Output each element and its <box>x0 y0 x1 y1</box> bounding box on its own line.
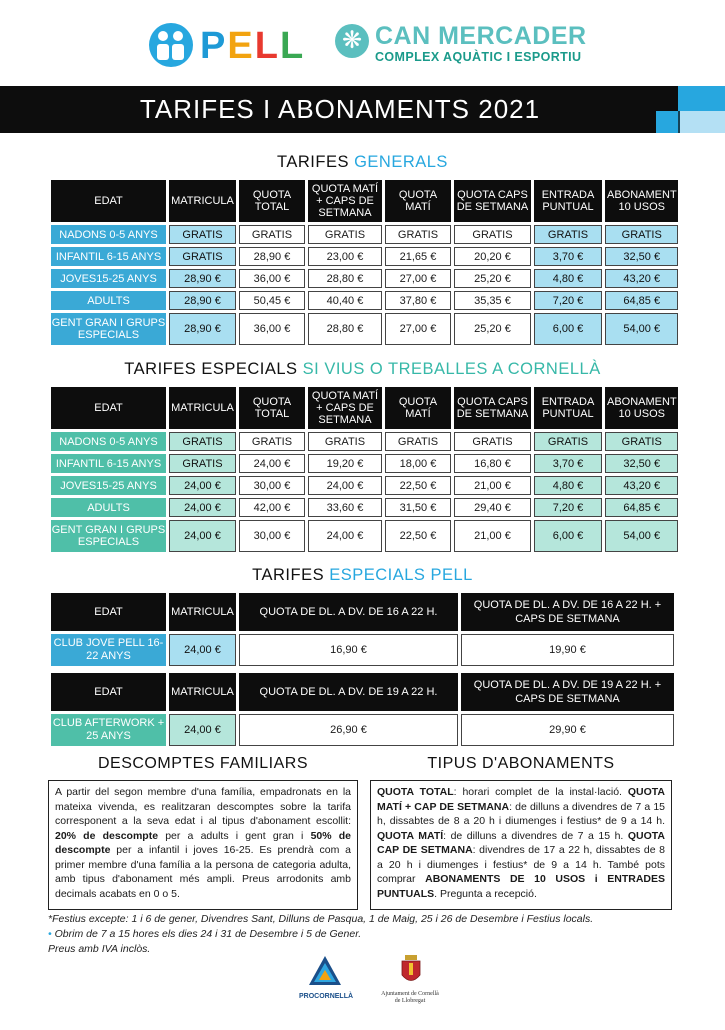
table-cell: 7,20 € <box>534 498 602 517</box>
title-prefix: TARIFES <box>277 153 349 171</box>
table-cell: GRATIS <box>605 432 678 451</box>
pell-logo-icon <box>148 22 194 68</box>
especials-table <box>48 384 681 555</box>
table-row <box>51 454 678 473</box>
section-title-generals <box>0 153 725 172</box>
table-cell: 36,00 € <box>239 313 305 345</box>
tipus-text: : de dilluns a divendres de 7 a 15 h. <box>443 829 628 842</box>
title-prefix: TARIFES <box>252 566 325 584</box>
descomptes-title: DESCOMPTES FAMILIARS <box>97 755 309 772</box>
table-cell: 28,90 € <box>239 247 305 266</box>
col-quota-16-22-caps: QUOTA DE DL. A DV. DE 16 A 22 H. + CAPS DE SETMANA <box>461 593 674 631</box>
table-row <box>51 634 674 666</box>
col-quota-mati-caps: QUOTA MATÍ + CAPS DE SETMANA <box>308 387 382 429</box>
col-quota-mati: QUOTA MATÍ <box>385 180 451 222</box>
table-cell: 28,90 € <box>169 291 236 310</box>
col-entrada-puntual: ENTRADA PUNTUAL <box>534 387 602 429</box>
table-cell: 28,90 € <box>169 269 236 288</box>
cell-quota: 26,90 € <box>239 714 458 746</box>
table-cell: GRATIS <box>534 225 602 244</box>
row-category: JOVES15-25 ANYS <box>51 476 166 495</box>
table-cell: 3,70 € <box>534 247 602 266</box>
note-iva: Preus amb IVA inclòs. <box>48 943 151 955</box>
table-cell: 20,20 € <box>454 247 531 266</box>
table-row <box>51 520 678 552</box>
table-cell: 6,00 € <box>534 520 602 552</box>
title-highlight: GENERALS <box>354 153 448 171</box>
col-quota-total: QUOTA TOTAL <box>239 387 305 429</box>
title-highlight: ESPECIALS PELL <box>329 566 473 584</box>
table-cell: GRATIS <box>169 247 236 266</box>
ajuntament-label <box>380 991 440 1005</box>
col-quota-19-22-caps: QUOTA DE DL. A DV. DE 19 A 22 H. + CAPS DE SETMANA <box>461 673 674 711</box>
can-mercader-logo <box>335 24 595 74</box>
table-cell: 27,00 € <box>385 269 451 288</box>
table-cell: 40,40 € <box>308 291 382 310</box>
section-title-especials <box>0 360 725 379</box>
table-cell: GRATIS <box>534 432 602 451</box>
table-cell: 22,50 € <box>385 520 451 552</box>
note-obrim-text: Obrim de 7 a 15 hores els dies 24 i 31 de Desembre i 5 de Gener. <box>51 928 362 940</box>
table-cell: GRATIS <box>454 225 531 244</box>
table-cell: 30,00 € <box>239 520 305 552</box>
col-abonament: ABONAMENT 10 USOS <box>605 180 678 222</box>
table-cell: 21,65 € <box>385 247 451 266</box>
table-cell: 16,80 € <box>454 454 531 473</box>
note-obrim <box>48 927 593 942</box>
col-abonament: ABONAMENT 10 USOS <box>605 387 678 429</box>
table-cell: 54,00 € <box>605 313 678 345</box>
table-header-row <box>51 673 674 711</box>
table-row <box>51 225 678 244</box>
title-highlight: SI VIUS O TREBALLES A CORNELLÀ <box>302 360 601 378</box>
table-cell: GRATIS <box>169 432 236 451</box>
table-cell: GRATIS <box>605 225 678 244</box>
banner-accent <box>678 111 725 133</box>
table-cell: 24,00 € <box>169 476 236 495</box>
col-quota-16-22: QUOTA DE DL. A DV. DE 16 A 22 H. <box>239 593 458 631</box>
table-cell: 28,80 € <box>308 269 382 288</box>
tipus-text: : horari complet de la instal·lació. <box>453 786 628 798</box>
table-row <box>51 714 674 746</box>
table-cell: 24,00 € <box>169 498 236 517</box>
footnotes <box>48 912 593 957</box>
table-cell: GRATIS <box>385 225 451 244</box>
col-edat: EDAT <box>51 673 166 711</box>
table-cell: 24,00 € <box>308 476 382 495</box>
tipus-text: : divendres de 17 a 22 h, dissabtes de 8 a 20 h i diumenges i festius* de 9 a 14 h. També pots comprar <box>377 844 665 885</box>
table-cell: 18,00 € <box>385 454 451 473</box>
table-cell: 24,00 € <box>308 520 382 552</box>
table-cell: 37,80 € <box>385 291 451 310</box>
page-title: TARIFES I ABONAMENTS 2021 <box>0 86 680 133</box>
tipus-title: TIPUS D'ABONAMENTS <box>427 755 615 772</box>
table-cell: 21,00 € <box>454 476 531 495</box>
ajuntament-label-2: de Llobregat <box>394 998 426 1004</box>
tipus-text: . Pregunta a recepció. <box>434 887 537 900</box>
col-edat: EDAT <box>51 593 166 631</box>
descomptes-text: per a infantil i joves 16-25. Es prendrà com a primer membre d'una família a la persona de categoria adulta, amb tipus d'abonament més ampli. Preus arrodonits amb decimals acabats en 0 o 5. <box>55 844 351 900</box>
table-cell: GRATIS <box>239 432 305 451</box>
banner-accent <box>656 111 678 133</box>
col-matricula: MATRICULA <box>169 673 236 711</box>
col-matricula: MATRICULA <box>169 593 236 631</box>
table-cell: 25,20 € <box>454 269 531 288</box>
table-row <box>51 476 678 495</box>
cell-quota: 16,90 € <box>239 634 458 666</box>
descomptes-bold: 50% de descompte <box>55 829 351 856</box>
ajuntament-logo <box>380 955 440 1025</box>
pell-afterwork-table <box>48 670 677 749</box>
col-quota-caps: QUOTA CAPS DE SETMANA <box>454 180 531 222</box>
table-cell: 54,00 € <box>605 520 678 552</box>
table-cell: 21,00 € <box>454 520 531 552</box>
col-edat: EDAT <box>51 180 166 222</box>
table-cell: 43,20 € <box>605 476 678 495</box>
table-header-row <box>51 180 678 222</box>
col-quota-mati: QUOTA MATÍ <box>385 387 451 429</box>
cell-quota-caps: 19,90 € <box>461 634 674 666</box>
can-mercader-title: CAN MERCADER <box>375 22 587 50</box>
generals-table <box>48 177 681 348</box>
procornella-triangle-icon <box>308 955 342 989</box>
table-cell: GRATIS <box>385 432 451 451</box>
table-cell: 3,70 € <box>534 454 602 473</box>
table-cell: 33,60 € <box>308 498 382 517</box>
table-cell: 32,50 € <box>605 247 678 266</box>
table-cell: 23,00 € <box>308 247 382 266</box>
col-matricula: MATRICULA <box>169 387 236 429</box>
title-prefix: TARIFES ESPECIALS <box>124 360 298 378</box>
table-cell: 29,40 € <box>454 498 531 517</box>
table-cell: 64,85 € <box>605 291 678 310</box>
row-category: ADULTS <box>51 291 166 310</box>
descomptes-box <box>48 780 358 910</box>
table-cell: 4,80 € <box>534 269 602 288</box>
row-category: ADULTS <box>51 498 166 517</box>
table-cell: 7,20 € <box>534 291 602 310</box>
row-category: JOVES15-25 ANYS <box>51 269 166 288</box>
pell-wordmark: PELL <box>200 25 306 67</box>
row-category: CLUB JOVE PELL 16-22 ANYS <box>51 634 166 666</box>
row-category: INFANTIL 6-15 ANYS <box>51 454 166 473</box>
table-cell: GRATIS <box>239 225 305 244</box>
row-category: GENT GRAN I GRUPS ESPECIALS <box>51 520 166 552</box>
col-quota-total: QUOTA TOTAL <box>239 180 305 222</box>
col-quota-mati-caps: QUOTA MATÍ + CAPS DE SETMANA <box>308 180 382 222</box>
coat-of-arms-icon <box>400 955 422 987</box>
table-cell: GRATIS <box>308 432 382 451</box>
descomptes-bold: 20% de descompte <box>55 829 159 842</box>
table-cell: 31,50 € <box>385 498 451 517</box>
col-matricula: MATRICULA <box>169 180 236 222</box>
procornella-label: PROCORNELLÀ <box>298 993 354 1000</box>
table-cell: 22,50 € <box>385 476 451 495</box>
table-cell: 32,50 € <box>605 454 678 473</box>
snowflake-icon: ❋ <box>335 24 369 58</box>
row-category: NADONS 0-5 ANYS <box>51 432 166 451</box>
cell-matricula: 24,00 € <box>169 714 236 746</box>
col-entrada-puntual: ENTRADA PUNTUAL <box>534 180 602 222</box>
table-cell: 24,00 € <box>239 454 305 473</box>
table-cell: 27,00 € <box>385 313 451 345</box>
ajuntament-label-1: Ajuntament de Cornellà <box>381 991 439 997</box>
table-cell: 6,00 € <box>534 313 602 345</box>
tipus-text: : de dilluns a divendres de 7 a 15 h, dissabtes de 8 a 20 h i diumenges i festius* de 9 a 14 h. <box>377 800 665 827</box>
can-mercader-subtitle: COMPLEX AQUÀTIC I ESPORTIU <box>375 50 582 64</box>
procornella-logo <box>296 955 356 1025</box>
table-cell: 30,00 € <box>239 476 305 495</box>
table-cell: 50,45 € <box>239 291 305 310</box>
table-cell: 36,00 € <box>239 269 305 288</box>
row-category: NADONS 0-5 ANYS <box>51 225 166 244</box>
table-row <box>51 291 678 310</box>
table-row <box>51 313 678 345</box>
descomptes-text: per a adults i gent gran i <box>158 829 311 842</box>
row-category: GENT GRAN I GRUPS ESPECIALS <box>51 313 166 345</box>
table-row <box>51 432 678 451</box>
col-edat: EDAT <box>51 387 166 429</box>
table-cell: GRATIS <box>169 454 236 473</box>
table-header-row <box>51 387 678 429</box>
tipus-bold: QUOTA MATÍ + CAP DE SETMANA <box>377 786 665 813</box>
table-cell: GRATIS <box>169 225 236 244</box>
note-festius: *Festius excepte: 1 i 6 de gener, Divendres Sant, Dilluns de Pasqua, 1 de Maig, 25 i 26 de Desembre i Festius locals. <box>48 913 594 925</box>
cell-quota-caps: 29,90 € <box>461 714 674 746</box>
table-header-row <box>51 593 674 631</box>
table-cell: 64,85 € <box>605 498 678 517</box>
table-cell: 28,80 € <box>308 313 382 345</box>
table-cell: 4,80 € <box>534 476 602 495</box>
table-row <box>51 269 678 288</box>
table-cell: GRATIS <box>308 225 382 244</box>
tipus-bold: QUOTA MATÍ <box>377 829 444 842</box>
table-cell: 42,00 € <box>239 498 305 517</box>
col-quota-caps: QUOTA CAPS DE SETMANA <box>454 387 531 429</box>
table-cell: 43,20 € <box>605 269 678 288</box>
header-logos <box>0 16 725 76</box>
pell-logo <box>148 22 308 72</box>
table-cell: GRATIS <box>454 432 531 451</box>
row-category: CLUB AFTERWORK + 25 ANYS <box>51 714 166 746</box>
tipus-bold: QUOTA CAP DE SETMANA <box>377 829 666 856</box>
tipus-bold: QUOTA TOTAL <box>377 786 454 798</box>
table-cell: 19,20 € <box>308 454 382 473</box>
bullet-icon: • <box>48 928 52 940</box>
tipus-bold: ABONAMENTS DE 10 USOS i ENTRADES PUNTUALS <box>377 873 665 900</box>
descomptes-text: A partir del segon membre d'una família, empadronats en la mateixa vivenda, es realitzaran descomptes sobre la tarifa corresponent a la seva edat i al tipus d'abonament escollit: <box>55 786 351 827</box>
tipus-box <box>370 780 672 910</box>
table-row <box>51 247 678 266</box>
table-cell: 28,90 € <box>169 313 236 345</box>
table-cell: 25,20 € <box>454 313 531 345</box>
row-category: INFANTIL 6-15 ANYS <box>51 247 166 266</box>
col-quota-19-22: QUOTA DE DL. A DV. DE 19 A 22 H. <box>239 673 458 711</box>
banner-accent <box>678 86 725 111</box>
cell-matricula: 24,00 € <box>169 634 236 666</box>
table-cell: 35,35 € <box>454 291 531 310</box>
pell-jove-table <box>48 590 677 669</box>
table-row <box>51 498 678 517</box>
table-cell: 24,00 € <box>169 520 236 552</box>
section-title-pell <box>0 566 725 585</box>
